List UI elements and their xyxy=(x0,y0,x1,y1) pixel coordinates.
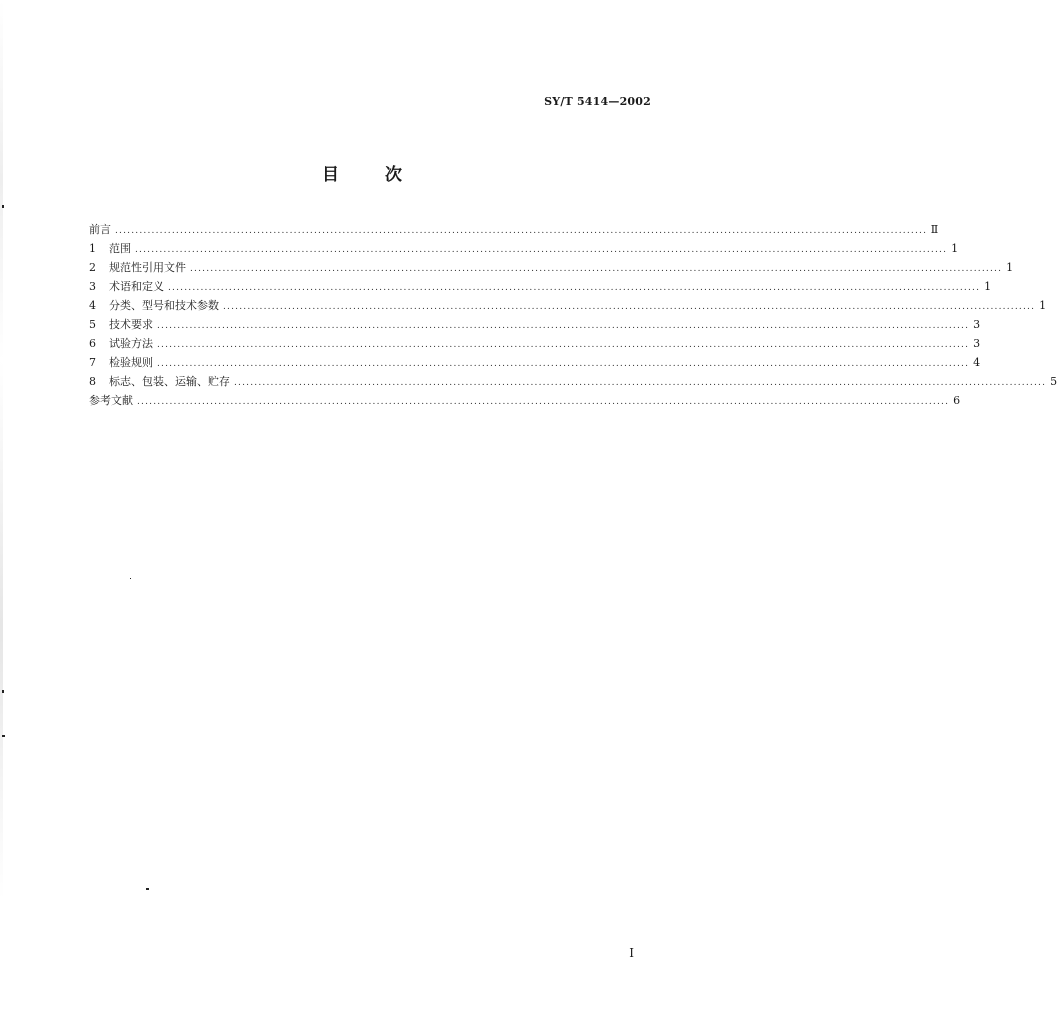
scan-speck xyxy=(130,578,131,579)
toc-label: 范围 xyxy=(109,242,131,255)
toc-page: 1 xyxy=(1006,261,1014,274)
toc-num: 6 xyxy=(89,337,96,350)
scan-speck xyxy=(2,690,4,693)
toc-page: 1 xyxy=(1039,299,1047,312)
scan-speck xyxy=(2,205,4,208)
toc-label: 规范性引用文件 xyxy=(109,261,186,274)
toc-page: 6 xyxy=(953,394,961,407)
table-of-contents xyxy=(89,220,1057,410)
toc-leader: ........................................................................................................................................................................................................ xyxy=(157,340,970,350)
toc-num: 5 xyxy=(89,318,96,331)
toc-label: 技术要求 xyxy=(109,318,153,331)
title-char-2: 次 xyxy=(385,165,402,185)
toc-leader: ........................................................................................................................................................................................................ xyxy=(190,264,1003,274)
toc-label: 术语和定义 xyxy=(109,280,164,293)
toc-entry-1[interactable] xyxy=(89,239,959,258)
toc-page: 1 xyxy=(951,242,959,255)
toc-leader: ........................................................................................................................................................................................................ xyxy=(223,302,1036,312)
toc-page: 5 xyxy=(1050,375,1057,388)
toc-entry-6[interactable] xyxy=(89,334,981,353)
toc-num: 7 xyxy=(89,356,96,369)
toc-leader: ........................................................................................................................................................................................................ xyxy=(168,283,981,293)
toc-label: 前言 xyxy=(89,223,111,236)
toc-page: 3 xyxy=(973,337,981,350)
toc-leader: ........................................................................................................................................................................................................ xyxy=(115,226,928,236)
toc-label: 试验方法 xyxy=(109,337,153,350)
toc-label: 参考文献 xyxy=(89,394,133,407)
toc-entry-2[interactable] xyxy=(89,258,1014,277)
toc-label: 检验规则 xyxy=(109,356,153,369)
scan-speck xyxy=(2,735,5,737)
toc-leader: ........................................................................................................................................................................................................ xyxy=(234,378,1047,388)
toc-entry-references[interactable] xyxy=(89,391,961,410)
page-number: I xyxy=(629,946,634,960)
toc-num: 1 xyxy=(89,242,96,255)
toc-entry-5[interactable] xyxy=(89,315,981,334)
toc-entry-3[interactable] xyxy=(89,277,992,296)
toc-label: 分类、型号和技术参数 xyxy=(109,299,219,312)
toc-entry-7[interactable] xyxy=(89,353,981,372)
toc-page: 4 xyxy=(973,356,981,369)
toc-entry-4[interactable] xyxy=(89,296,1047,315)
title-char-1: 目 xyxy=(322,165,339,185)
toc-entry-8[interactable] xyxy=(89,372,1057,391)
scan-edge xyxy=(0,0,3,900)
toc-entry-preface[interactable] xyxy=(89,220,939,239)
scan-speck xyxy=(146,888,149,890)
standard-code: SY/T 5414—2002 xyxy=(544,95,651,108)
toc-page: Ⅱ xyxy=(930,223,939,236)
page-title xyxy=(0,160,724,185)
toc-page: 1 xyxy=(984,280,992,293)
toc-leader: ........................................................................................................................................................................................................ xyxy=(157,359,970,369)
toc-page: 3 xyxy=(973,318,981,331)
toc-leader: ........................................................................................................................................................................................................ xyxy=(157,321,970,331)
toc-leader: ........................................................................................................................................................................................................ xyxy=(137,397,950,407)
toc-num: 3 xyxy=(89,280,96,293)
toc-label: 标志、包装、运输、贮存 xyxy=(109,375,230,388)
toc-num: 4 xyxy=(89,299,96,312)
toc-num: 8 xyxy=(89,375,96,388)
toc-leader: ........................................................................................................................................................................................................ xyxy=(135,245,948,255)
toc-num: 2 xyxy=(89,261,96,274)
